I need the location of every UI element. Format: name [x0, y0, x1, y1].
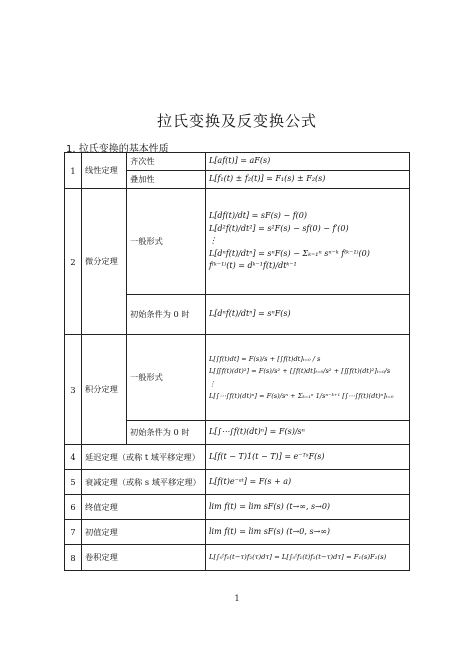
table-row — [65, 189, 410, 295]
sub-label: 叠加性 — [127, 171, 206, 189]
page-title: 拉氏变换及反变换公式 — [156, 112, 317, 130]
row-number: 5 — [65, 470, 82, 495]
table-row — [65, 545, 410, 571]
formula: L[d²f(t)/dt²] = s²F(s) − sf(0) − f′(0) — [209, 223, 349, 233]
formula: L[∫f(t)dt] = F(s)/s + [∫f(t)dt]ₜ₌₀ / s — [209, 354, 321, 363]
formula: L[dⁿf(t)/dtⁿ] = sⁿF(s) — [209, 309, 291, 319]
row-name: 初值定理 — [82, 520, 206, 545]
table-row — [65, 153, 410, 171]
row-name: 终值定理 — [82, 495, 206, 520]
formula-cell — [206, 189, 410, 295]
table-row — [65, 470, 410, 495]
formula: L[∬f(t)(dt)²] = F(s)/s² + [∫f(t)dt]ₜ₌₀/s² + [∬f(t)(dt)²]ₜ₌₀/s — [209, 367, 391, 375]
formula: L[af(t)] = aF(s) — [209, 156, 271, 166]
row-number: 4 — [65, 445, 82, 470]
formula: ⋮ — [209, 236, 217, 246]
formula: f⁽ᵏ⁻¹⁾(t) = dᵏ⁻¹f(t)/dtᵏ⁻¹ — [209, 261, 297, 271]
row-name: 线性定理 — [82, 153, 127, 189]
row-number: 3 — [65, 335, 82, 445]
formula: L[f₁(t) ± f₂(t)] = F₁(s) ± F₂(s) — [209, 174, 326, 184]
row-number: 8 — [65, 545, 82, 571]
row-number: 1 — [65, 153, 82, 189]
formula-cell — [206, 495, 410, 520]
properties-table — [64, 152, 410, 571]
section-heading: 1. 拉氏变换的基本性质 — [66, 144, 169, 155]
row-number: 2 — [65, 189, 82, 335]
formula: L[∫⋯∫f(t)(dt)ⁿ] = F(s)/sⁿ + Σₖ₌₁ⁿ 1/sⁿ⁻ᵏ⁺¹ [∫⋯∫f(t)(dt)ⁿ]ₜ₌₀ — [209, 392, 394, 400]
formula-cell — [206, 470, 410, 495]
page-number: 1 — [234, 594, 240, 603]
formula: lim f(t) = lim sF(s) (t→0, s→∞) — [209, 526, 331, 536]
formula-cell — [206, 153, 410, 171]
row-number: 6 — [65, 495, 82, 520]
table-row — [65, 520, 410, 545]
row-name: 积分定理 — [82, 335, 127, 445]
formula-cell — [206, 171, 410, 189]
formula: L[df(t)/dt] = sF(s) − f(0) — [209, 211, 307, 221]
table-row — [65, 445, 410, 470]
formula: L[∫⋯∫f(t)(dt)ⁿ] = F(s)/sⁿ — [209, 427, 305, 437]
formula-cell — [206, 445, 410, 470]
table-row — [65, 335, 410, 421]
sub-label: 一般形式 — [127, 189, 206, 295]
sub-label: 一般形式 — [127, 335, 206, 421]
sub-label: 初始条件为 0 时 — [127, 295, 206, 335]
formula-cell — [206, 421, 410, 445]
formula-cell — [206, 295, 410, 335]
sub-label: 齐次性 — [127, 153, 206, 171]
formula: L[dⁿf(t)/dtⁿ] = sⁿF(s) − Σₖ₌₁ⁿ sⁿ⁻ᵏ f⁽ᵏ⁻¹⁾(0) — [209, 248, 370, 258]
row-name: 微分定理 — [82, 189, 127, 335]
row-name: 衰减定理（或称 s 域平移定理） — [82, 470, 206, 495]
formula: ⋮ — [209, 379, 216, 388]
table-row — [65, 495, 410, 520]
formula: L[f(t)e⁻ᵃᵗ] = F(s + a) — [209, 476, 292, 486]
formula: L[∫₀ᵗf₁(t−τ)f₂(τ)dτ] = L[∫₀ᵗf₁(t)f₂(t−τ)dτ] = F₁(s)F₂(s) — [209, 553, 387, 562]
formula: L[f(t − T)1(t − T)] = e⁻ᵀˢF(s) — [209, 451, 325, 461]
formula-cell — [206, 545, 410, 571]
formula: lim f(t) = lim sF(s) (t→∞, s→0) — [209, 501, 331, 511]
sub-label: 初始条件为 0 时 — [127, 421, 206, 445]
row-name: 延迟定理（或称 t 域平移定理） — [82, 445, 206, 470]
row-number: 7 — [65, 520, 82, 545]
row-name: 卷积定理 — [82, 545, 206, 571]
formula-cell — [206, 335, 410, 421]
formula-cell — [206, 520, 410, 545]
